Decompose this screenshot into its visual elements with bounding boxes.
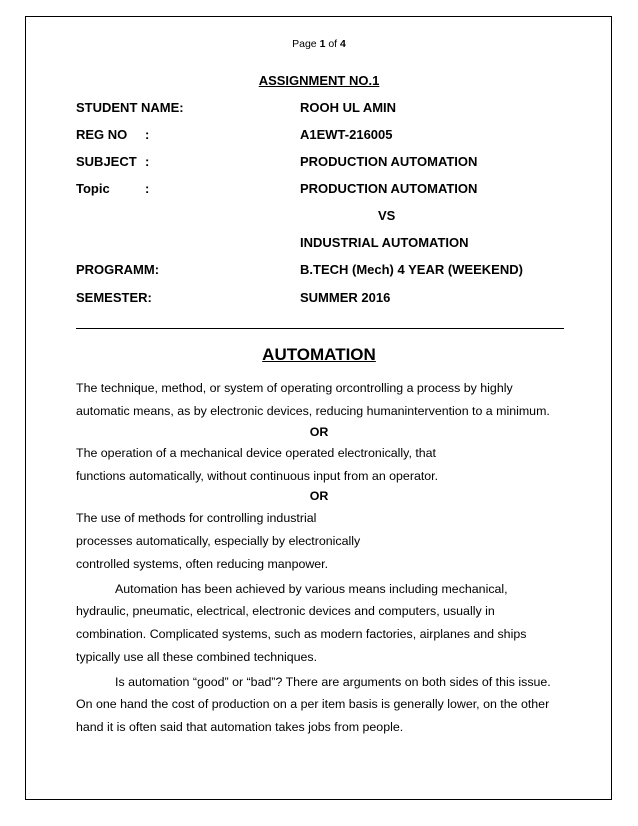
- info-colon: :: [145, 127, 150, 142]
- body-line: The technique, method, or system of operating orcontrolling a process by highly: [76, 381, 513, 395]
- info-label: PROGRAMM:: [76, 262, 160, 277]
- info-colon: :: [145, 154, 150, 169]
- page-number: Page 1 of 4: [292, 38, 346, 50]
- info-value: PRODUCTION AUTOMATION: [300, 154, 478, 169]
- info-label: SUBJECT: [76, 154, 137, 169]
- body-line: Automation has been achieved by various means including mechanical,: [115, 582, 508, 596]
- info-value: ROOH UL AMIN: [300, 100, 397, 115]
- topic-vs: VS: [378, 208, 396, 223]
- assignment-title: ASSIGNMENT NO.1: [258, 73, 380, 88]
- or-separator: OR: [309, 489, 329, 503]
- info-label: STUDENT NAME:: [76, 100, 184, 115]
- info-value: A1EWT-216005: [300, 127, 393, 142]
- body-line: typically use all these combined techniques.: [76, 650, 318, 664]
- section-heading: AUTOMATION: [262, 345, 376, 364]
- body-line: hydraulic, pneumatic, electrical, electronic devices and computers, usually in: [76, 604, 495, 618]
- info-value: SUMMER 2016: [300, 290, 391, 305]
- info-label: Topic: [76, 181, 110, 196]
- body-line: The use of methods for controlling industrial: [76, 511, 317, 525]
- body-line: combination. Complicated systems, such as modern factories, airplanes and ships: [76, 627, 527, 641]
- or-separator: OR: [309, 425, 329, 439]
- info-label: REG NO: [76, 127, 128, 142]
- info-value: PRODUCTION AUTOMATION: [300, 181, 478, 196]
- body-line: processes automatically, especially by electronically: [76, 534, 361, 548]
- body-line: The operation of a mechanical device operated electronically, that: [76, 446, 436, 460]
- body-line: functions automatically, without continuous input from an operator.: [76, 469, 439, 483]
- horizontal-rule: [76, 328, 564, 329]
- info-value: B.TECH (Mech) 4 YEAR (WEEKEND): [300, 262, 523, 277]
- body-line: controlled systems, often reducing manpower.: [76, 557, 329, 571]
- body-line: hand it is often said that automation takes jobs from people.: [76, 720, 404, 734]
- body-line: automatic means, as by electronic devices, reducing humanintervention to a minimum.: [76, 404, 550, 418]
- info-value: INDUSTRIAL AUTOMATION: [300, 235, 469, 250]
- info-colon: :: [145, 181, 150, 196]
- body-line: On one hand the cost of production on a per item basis is generally lower, on the other: [76, 697, 550, 711]
- info-label: SEMESTER:: [76, 290, 152, 305]
- body-line: Is automation “good” or “bad”? There are arguments on both sides of this issue.: [115, 675, 551, 689]
